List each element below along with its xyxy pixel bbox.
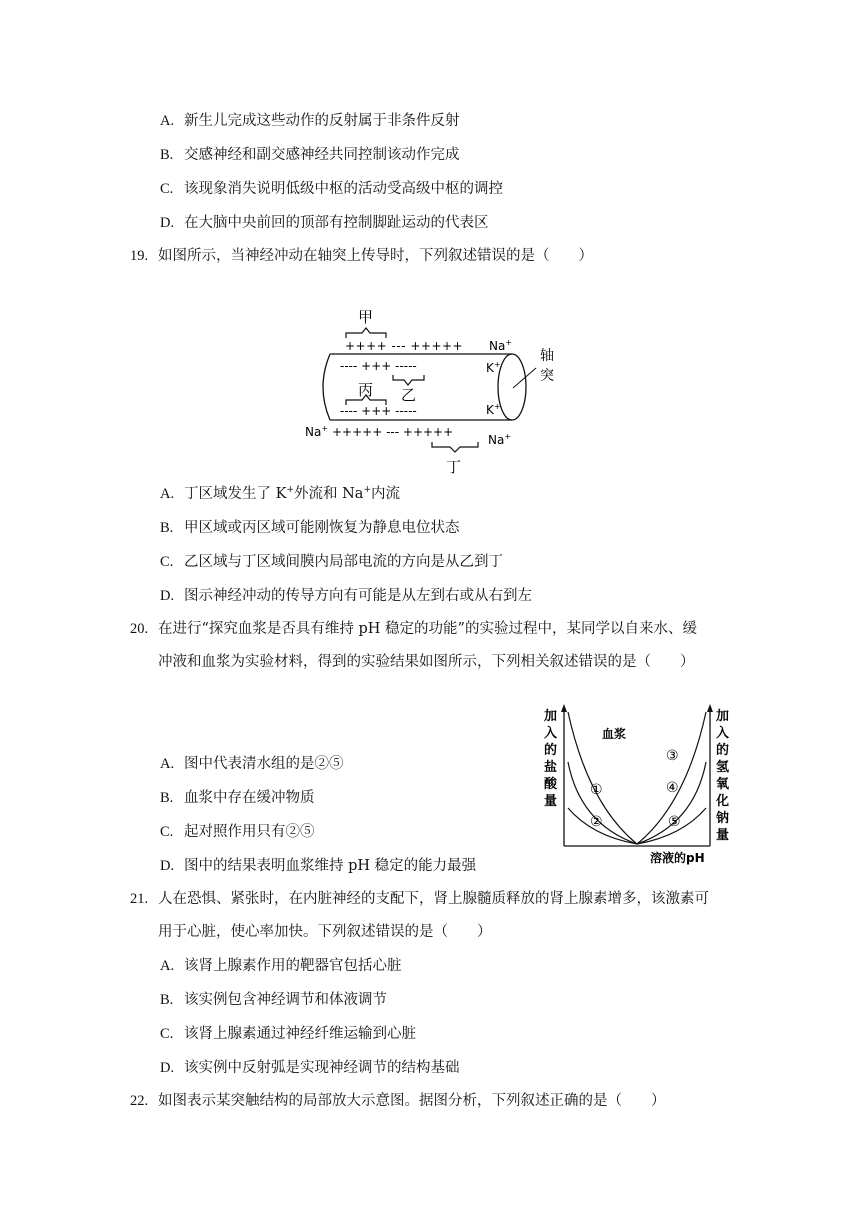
q20-stem-line1: 20. 在进行“探究血浆是否具有维持 pH 稳定的功能”的实验过程中，某同学以自来水、缓 <box>130 621 697 637</box>
q20-ph-figure <box>540 704 736 868</box>
q18-option-d: D. 在大脑中央前回的顶部有控制脚趾运动的代表区 <box>160 215 489 231</box>
x-axis-label: 溶液的pH <box>650 851 705 865</box>
label-jia: 甲 <box>358 308 374 326</box>
label-bing: 丙 <box>358 381 374 399</box>
na-top-right: Na+ <box>489 338 513 353</box>
q19-option-d: D. 图示神经冲动的传导方向有可能是从左到右或从右到左 <box>160 588 532 604</box>
svg-text:量: 量 <box>716 828 730 843</box>
svg-text:加: 加 <box>544 709 558 724</box>
label-c2: ② <box>590 814 603 830</box>
q22-stem: 22. 如图表示某突触结构的局部放大示意图。据图分析，下列叙述正确的是（ ） <box>130 1093 666 1109</box>
svg-text:入: 入 <box>716 726 730 741</box>
svg-text:氢: 氢 <box>716 760 730 775</box>
q18-option-c: C. 该现象消失说明低级中枢的活动受高级中枢的调控 <box>160 181 503 197</box>
svg-text:盐: 盐 <box>544 760 558 775</box>
q21-stem-line1: 21. 人在恐惧、紧张时，在内脏神经的支配下，肾上腺髓质释放的肾上腺素增多，该激素可 <box>130 891 709 907</box>
na-bottom-left: Na+ <box>305 424 329 439</box>
top-inner-charges: ---- +++ ----- <box>340 359 417 373</box>
na-bottom-right: Na+ <box>488 432 512 447</box>
q20-option-b: B. 血浆中存在缓冲物质 <box>160 790 315 806</box>
brace-yi <box>393 375 424 385</box>
label-c5: ⑤ <box>668 814 681 830</box>
q19-option-a: A. 丁区域发生了 K+外流和 Na+内流 <box>160 485 400 502</box>
q20-option-a: A. 图中代表清水组的是②⑤ <box>160 756 344 772</box>
bottom-inner-charges: ---- +++ ----- <box>340 404 417 418</box>
q19-stem: 19. 如图所示，当神经冲动在轴突上传导时，下列叙述错误的是（ ） <box>130 248 593 264</box>
q21-stem-line2: 用于心脏，使心率加快。下列叙述错误的是（ ） <box>158 924 492 940</box>
q19-option-c: C. 乙区域与丁区域间膜内局部电流的方向是从乙到丁 <box>160 554 503 570</box>
q21-option-c: C. 该肾上腺素通过神经纤维运输到心脏 <box>160 1026 416 1042</box>
top-outer-charges: ++++ --- +++++ <box>345 339 464 353</box>
svg-text:的: 的 <box>544 743 558 758</box>
right-axis-label <box>715 708 730 843</box>
right-axis-arrow <box>707 704 713 712</box>
svg-text:的: 的 <box>716 743 730 758</box>
label-c4: ④ <box>666 780 679 796</box>
q21-option-a: A. 该肾上腺素作用的靶器官包括心脏 <box>160 958 402 974</box>
axon-label-1: 轴 <box>540 348 554 364</box>
q18-option-b: B. 交感神经和副交感神经共同控制该动作完成 <box>160 147 460 163</box>
label-plasma: 血浆 <box>602 727 627 741</box>
bottom-outer-charges: +++++ --- +++++ <box>332 425 454 439</box>
q19-axon-figure <box>300 302 580 482</box>
axon-left-end <box>323 354 330 420</box>
q19-option-b: B. 甲区域或丙区域可能刚恢复为静息电位状态 <box>160 520 460 536</box>
svg-text:加: 加 <box>716 709 730 724</box>
k-top: K+ <box>486 360 501 375</box>
brace-jia <box>346 328 386 338</box>
svg-text:化: 化 <box>716 794 730 809</box>
axon-right-end <box>498 354 526 420</box>
ph-curves <box>568 712 706 844</box>
label-ding: 丁 <box>446 458 462 476</box>
svg-text:钠: 钠 <box>716 811 730 826</box>
axon-label-2: 突 <box>540 368 554 384</box>
q21-option-b: B. 该实例包含神经调节和体液调节 <box>160 992 387 1008</box>
svg-text:量: 量 <box>544 794 558 809</box>
svg-text:酸: 酸 <box>544 777 558 792</box>
left-axis-arrow <box>561 704 567 712</box>
q20-option-c: C. 起对照作用只有②⑤ <box>160 824 315 840</box>
q21-option-d: D. 该实例中反射弧是实现神经调节的结构基础 <box>160 1060 460 1076</box>
label-c3: ③ <box>666 748 679 764</box>
q20-stem-line2: 冲液和血浆为实验材料，得到的实验结果如图所示，下列相关叙述错误的是（ ） <box>158 654 695 670</box>
q18-option-a: A. 新生儿完成这些动作的反射属于非条件反射 <box>160 113 460 129</box>
label-c1: ① <box>590 782 603 798</box>
q20-option-d: D. 图中的结果表明血浆维持 pH 稳定的能力最强 <box>160 858 477 874</box>
left-axis-label <box>544 708 558 809</box>
svg-text:入: 入 <box>544 726 558 741</box>
label-yi: 乙 <box>401 386 417 404</box>
brace-ding <box>432 442 478 452</box>
k-bottom: K+ <box>486 402 501 417</box>
svg-text:氧: 氧 <box>716 777 730 792</box>
